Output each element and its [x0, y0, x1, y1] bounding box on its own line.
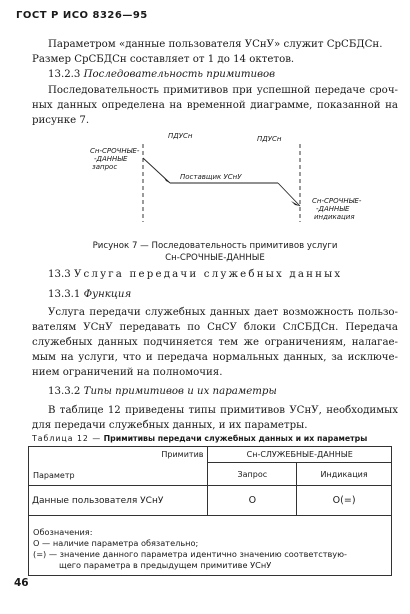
- figure-right-label: Сн-СРОЧНЫЕ- -ДАННЫЕ индикация: [312, 197, 362, 221]
- section-heading-13-3-2: [48, 384, 277, 399]
- figure-provider-label: Поставщик УСнУ: [180, 173, 242, 181]
- table-12: [28, 446, 392, 576]
- section-number: 13.2.3: [48, 69, 81, 80]
- section-title: Функция: [83, 289, 132, 300]
- section-title: Типы примитивов и их параметры: [83, 386, 277, 397]
- document-header: ГОСТ Р ИСО 8326—95: [16, 10, 148, 21]
- indication-value-cell: О(=): [297, 486, 392, 516]
- paragraph-line: Последовательность примитивов при успешной передаче сроч-: [48, 85, 398, 96]
- page-number: 46: [14, 577, 29, 589]
- paragraph-line: для передачи служебных данных, и их параметры.: [32, 420, 308, 431]
- notes-title: Обозначения:: [33, 527, 93, 537]
- corner-label-primitive: Примитив: [161, 450, 204, 459]
- paragraph-line: В таблице 12 приведены типы примитивов УСнУ, необходимых: [48, 405, 398, 416]
- note-identical: (=) — значение данного параметра идентично значению соответствую-: [33, 549, 347, 559]
- section-number: 13.3.2: [48, 386, 81, 397]
- note-identical-cont: щего параметра в предыдущем примитиве УСнУ: [59, 560, 272, 570]
- request-value-cell: О: [208, 486, 297, 516]
- group-header-cell: Сн-СЛУЖЕБНЫЕ-ДАННЫЕ: [208, 447, 392, 463]
- table-caption-title: Примитивы передачи служебных данных и их параметры: [103, 434, 368, 443]
- paragraph-line: рисунке 7.: [32, 115, 90, 126]
- paragraph-line: Параметром «данные пользователя УСнУ» служит СрСБДСн.: [48, 39, 383, 50]
- paragraph-line: служебных данных подчиняется тем же ограничениям, налагае-: [32, 337, 398, 348]
- section-heading-13-3: [48, 267, 342, 282]
- table-notes-row: [29, 516, 392, 576]
- section-title: Последовательность примитивов: [83, 69, 276, 80]
- section-heading-13-3-1: [48, 287, 131, 302]
- figure-7-time-diagram: [0, 130, 410, 245]
- paragraph-line: Услуга передачи служебных данных дает возможность пользо-: [48, 307, 398, 318]
- figure-caption: Рисунок 7 — Последовательность примитивов услуги Сн-СРОЧНЫЕ-ДАННЫЕ: [92, 241, 338, 263]
- table-row: [29, 486, 392, 516]
- parameter-cell: Данные пользователя УСнУ: [29, 486, 208, 516]
- table-caption: [32, 434, 367, 443]
- section-title: Услуга передачи служебных данных: [73, 269, 343, 280]
- section-number: 13.3.1: [48, 289, 81, 300]
- sequence-arrow-out: [278, 183, 300, 206]
- paragraph-line: нием ограничений на полномочия.: [32, 367, 223, 378]
- table-notes-cell: [29, 516, 392, 576]
- table-caption-prefix: Таблица 12 —: [32, 434, 102, 443]
- arrow-head: [163, 176, 170, 183]
- table-header-row: [29, 447, 392, 463]
- table-corner-cell: [29, 447, 208, 486]
- paragraph-line: ных данных определена на временной диаграмме, показанной на: [32, 100, 398, 111]
- paragraph-line: вателям УСнУ передавать по СнСУ блоки СлСБДСн. Передача: [32, 322, 398, 333]
- column-header-indication: Индикация: [297, 463, 392, 486]
- column-header-request: Запрос: [208, 463, 297, 486]
- corner-label-parameter: Параметр: [33, 471, 75, 480]
- figure-top-label-2: ПДУСн: [257, 135, 282, 143]
- section-heading-13-2-3: [48, 67, 275, 82]
- paragraph-line: мым на услуги, что и передача нормальных данных, за исключе-: [32, 352, 398, 363]
- figure-top-label-1: ПДУСн: [168, 132, 193, 140]
- figure-left-label: Сн-СРОЧНЫЕ- -ДАННЫЕ запрос: [90, 147, 140, 171]
- note-mandatory: О — наличие параметра обязательно;: [33, 538, 199, 548]
- paragraph-line: Размер СрСБДСн составляет от 1 до 14 октетов.: [32, 54, 295, 65]
- section-number: 13.3: [48, 269, 71, 280]
